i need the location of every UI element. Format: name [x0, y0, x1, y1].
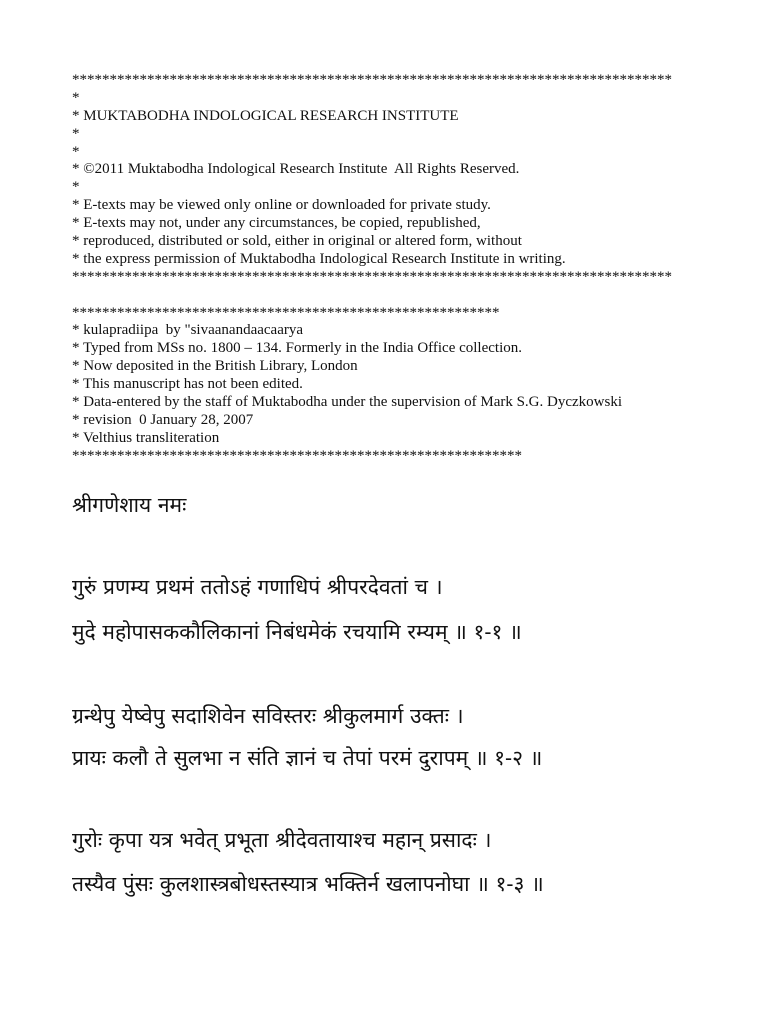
usage-terms-line: * reproduced, distributed or sold, either in original or altered form, without	[72, 233, 522, 250]
border-line-bottom: ********************************************************************************	[72, 268, 672, 285]
border-line-bottom: ************************************************************	[72, 447, 522, 464]
verse-1-line-2: मुदे महोपासककौलिकानां निबंधमेकं रचयामि रम्यम् ॥ १-१ ॥	[72, 620, 522, 644]
border-line-top: *********************************************************	[72, 304, 500, 321]
notice-line: *	[72, 125, 80, 142]
copyright-line: * ©2011 Muktabodha Indological Research Institute All Rights Reserved.	[72, 161, 520, 178]
blank-line	[72, 287, 752, 305]
edit-status-line: * This manuscript has not been edited.	[72, 376, 303, 393]
border-line-top: ********************************************************************************	[72, 72, 672, 88]
transliteration-line: * Velthius transliteration	[72, 429, 220, 446]
data-entry-line: * Data-entered by the staff of Muktabodha under the supervision of Mark S.G. Dyczkowski	[72, 394, 623, 411]
notice-line: *	[72, 179, 80, 196]
verse-2-line-2: प्रायः कलौ ते सुलभा न संति ज्ञानं च तेपां परमं दुरापम् ॥ १-२ ॥	[72, 746, 543, 770]
usage-terms-line: * the express permission of Muktabodha Indological Research Institute in writing.	[72, 250, 566, 267]
notice-line: *	[72, 89, 80, 106]
text-info	[72, 305, 752, 466]
verse-2-line-1: ग्रन्थेपु येष्वेपु सदाशिवेन सविस्तरः श्रीकुलमार्ग उक्तः ।	[72, 704, 464, 728]
usage-terms-line: * E-texts may be viewed only online or downloaded for private study.	[72, 197, 491, 214]
copyright-notice	[72, 72, 752, 287]
deposit-line: * Now deposited in the British Library, London	[72, 358, 358, 375]
document-header	[72, 72, 752, 466]
text-title-line: * kulapradiipa by "sivaanandaacaarya	[72, 322, 304, 339]
notice-line: *	[72, 143, 80, 160]
invocation-line: श्रीगणेशाय नमः	[72, 493, 187, 517]
verse-1-line-1: गुरुं प्रणम्य प्रथमं ततोऽहं गणाधिपं श्रीपरदेवतां च ।	[72, 575, 443, 599]
revision-line: * revision 0 January 28, 2007	[72, 411, 254, 428]
source-line: * Typed from MSs no. 1800 – 134. Formerly in the India Office collection.	[72, 340, 522, 357]
usage-terms-line: * E-texts may not, under any circumstances, be copied, republished,	[72, 215, 481, 232]
verse-3-line-2: तस्यैव पुंसः कुलशास्त्रबोधस्तस्यात्र भक्तिर्न खलापनोघा ॥ १-३ ॥	[72, 872, 544, 896]
institute-name: * MUKTABODHA INDOLOGICAL RESEARCH INSTITUTE	[72, 107, 459, 124]
verse-3-line-1: गुरोः कृपा यत्र भवेत् प्रभूता श्रीदेवतायाश्च महान् प्रसादः ।	[72, 828, 492, 852]
